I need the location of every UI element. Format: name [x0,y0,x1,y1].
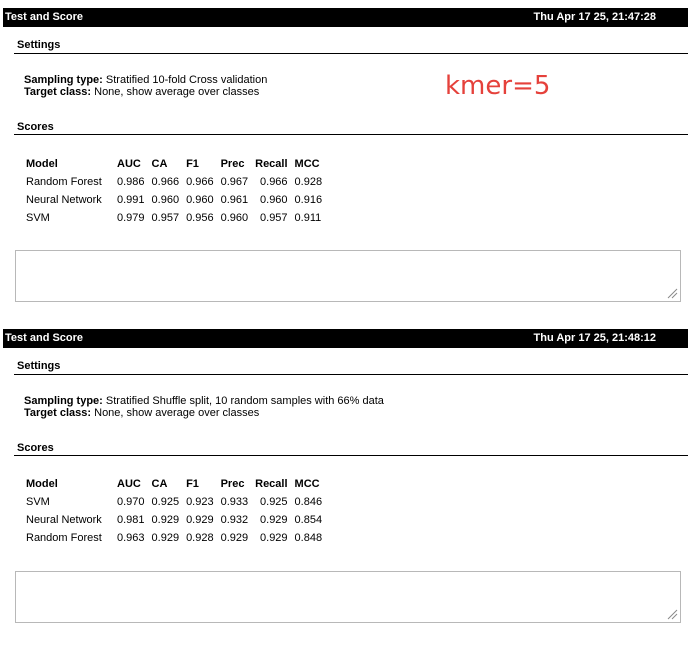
score-cell: 0.991 [117,194,145,206]
scores-table [23,475,326,547]
score-cell: 0.966 [151,176,180,188]
report-header [3,329,688,348]
sampling-type-value: Stratified 10-fold Cross validation [105,74,268,86]
score-cell: 0.957 [151,212,180,224]
column-header: MCC [294,478,320,490]
score-cell: 0.933 [220,496,249,508]
column-header: Prec [220,478,245,490]
score-cell: 0.970 [117,496,145,508]
column-header: Model [26,478,58,490]
table-row [23,173,326,191]
score-cell: 0.966 [186,176,214,188]
score-cell: 0.981 [117,514,145,526]
score-cell: 0.967 [220,176,249,188]
sampling-type-line [24,74,267,86]
table-row [23,511,326,529]
scores-table [23,155,326,227]
report-date: Thu Apr 17 25, 21:48:12 [533,332,656,344]
table-row [23,191,326,209]
column-header: CA [151,478,168,490]
score-cell: 0.929 [260,514,288,526]
column-header: Model [26,158,58,170]
score-cell: 0.929 [151,532,180,544]
target-class-value: None, show average over classes [94,86,260,98]
scores-heading: Scores [17,121,54,133]
sampling-type-key: Sampling type: [24,395,103,407]
score-cell: 0.960 [220,212,249,224]
score-cell: 0.961 [220,194,249,206]
score-cell: 0.925 [151,496,180,508]
column-header: Prec [220,158,245,170]
settings-heading: Settings [17,39,61,51]
score-cell: 0.929 [220,532,249,544]
score-cell: 0.986 [117,176,145,188]
column-header: AUC [117,478,141,490]
target-class-key: Target class: [24,86,92,98]
score-cell: 0.929 [260,532,288,544]
score-cell: 0.929 [186,514,214,526]
sampling-type-key: Sampling type: [24,74,103,86]
sampling-type-value: Stratified Shuffle split, 10 random samples with 66% data [105,395,384,407]
column-header: CA [151,158,168,170]
scores-divider [14,455,688,456]
scores-divider [14,134,688,135]
model-cell: Random Forest [26,176,102,188]
resize-grip-icon[interactable] [666,287,678,299]
column-header: AUC [117,158,141,170]
model-cell: Random Forest [26,532,102,544]
kmer-annotation: kmer=5 [445,71,551,101]
report-notes-textarea[interactable] [15,250,681,302]
table-row [23,529,326,547]
score-cell: 0.923 [186,496,214,508]
target-class-key: Target class: [24,407,92,419]
column-header: Recall [255,158,288,170]
score-cell: 0.916 [294,194,323,206]
score-cell: 0.979 [117,212,145,224]
score-cell: 0.848 [294,532,323,544]
score-cell: 0.854 [294,514,323,526]
score-cell: 0.925 [260,496,288,508]
column-header: F1 [186,478,199,490]
settings-divider [14,374,688,375]
column-header: F1 [186,158,199,170]
sampling-type-line [24,395,384,407]
scores-heading: Scores [17,442,54,454]
score-cell: 0.963 [117,532,145,544]
table-row [23,493,326,511]
target-class-line [24,86,267,98]
score-cell: 0.966 [260,176,288,188]
resize-grip-icon[interactable] [666,608,678,620]
table-row [23,209,326,227]
column-header: Recall [255,478,288,490]
model-cell: SVM [26,212,50,224]
report-title: Test and Score [5,11,84,23]
model-cell: SVM [26,496,50,508]
score-cell: 0.960 [151,194,180,206]
score-cell: 0.928 [186,532,214,544]
report-header [3,8,688,27]
settings-info [24,395,384,419]
score-cell: 0.960 [186,194,214,206]
report-notes-textarea[interactable] [15,571,681,623]
table-header-row [23,155,326,173]
score-cell: 0.846 [294,496,323,508]
column-header: MCC [294,158,320,170]
report-date: Thu Apr 17 25, 21:47:28 [533,11,656,23]
score-cell: 0.929 [151,514,180,526]
table-header-row [23,475,326,493]
target-class-value: None, show average over classes [94,407,260,419]
score-cell: 0.932 [220,514,249,526]
score-cell: 0.957 [260,212,288,224]
model-cell: Neural Network [26,514,102,526]
settings-divider [14,53,688,54]
score-cell: 0.956 [186,212,214,224]
score-cell: 0.960 [260,194,288,206]
report-title: Test and Score [5,332,84,344]
settings-heading: Settings [17,360,61,372]
model-cell: Neural Network [26,194,102,206]
target-class-line [24,407,384,419]
score-cell: 0.911 [294,212,322,224]
score-cell: 0.928 [294,176,323,188]
settings-info [24,74,267,98]
